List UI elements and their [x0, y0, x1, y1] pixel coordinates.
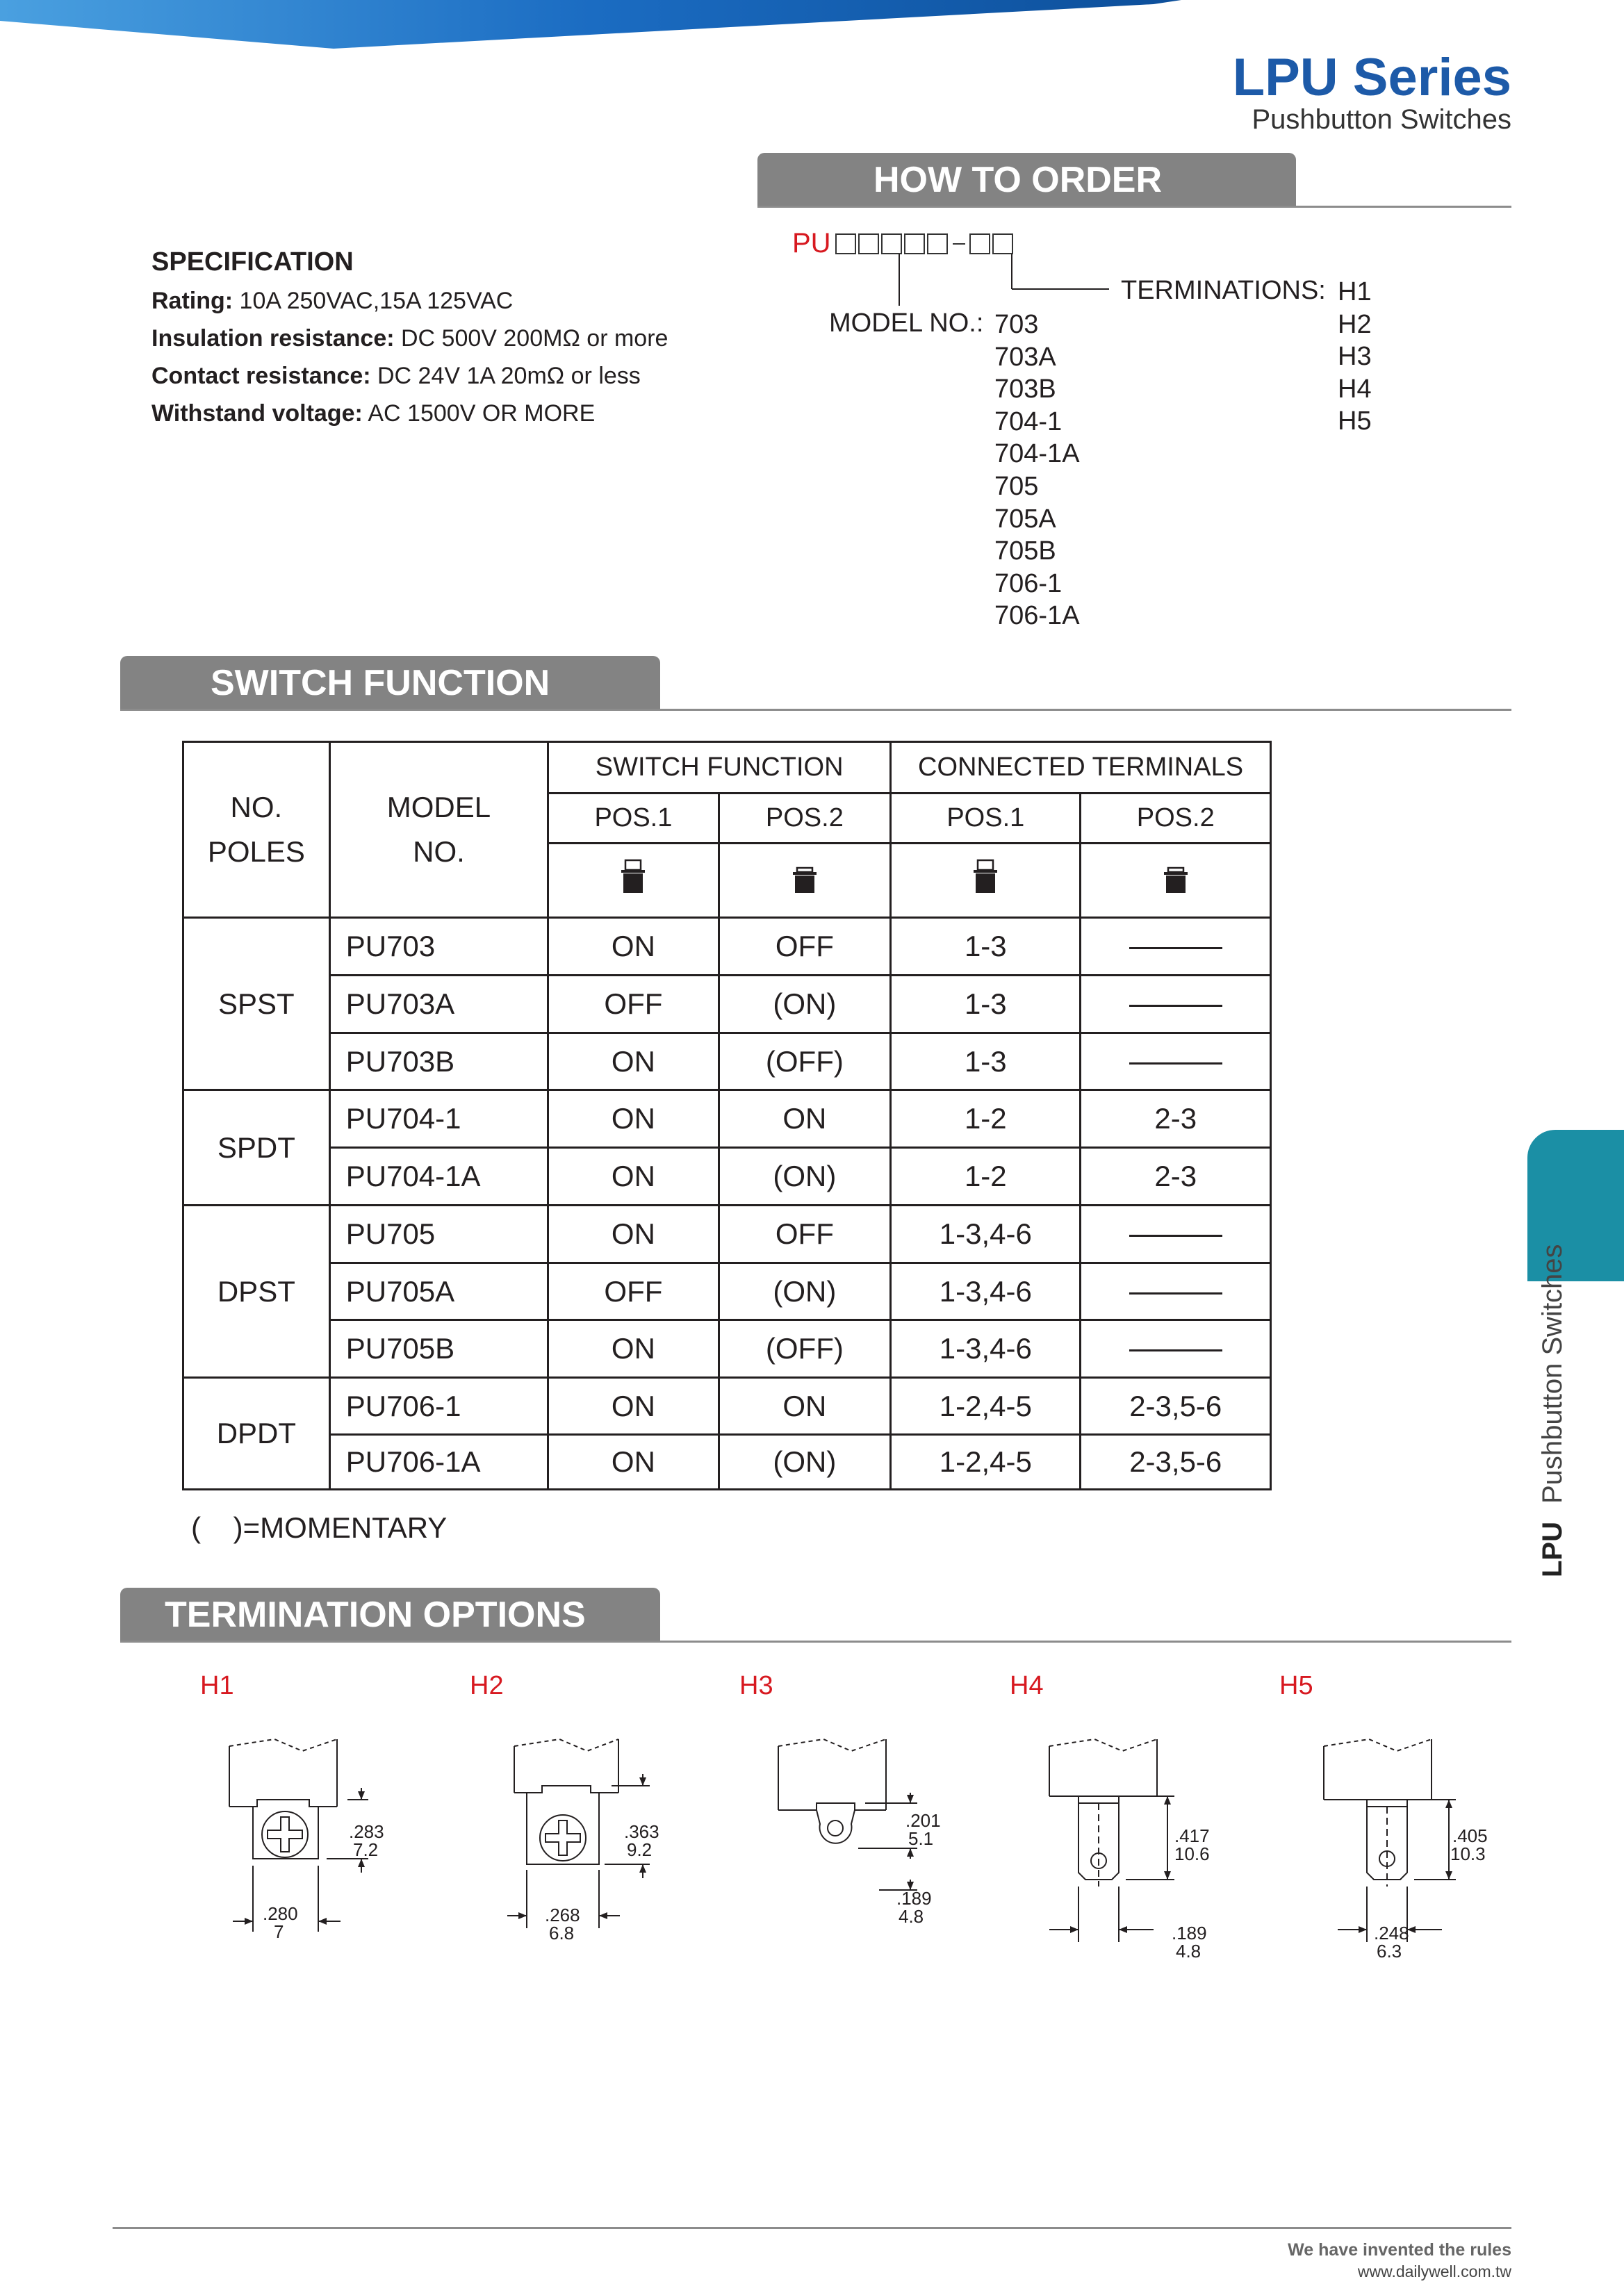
dim-label: 4.8	[899, 1906, 924, 1927]
table-row	[183, 1263, 1271, 1320]
no-connection-line	[1129, 947, 1222, 949]
dim-label: 5.1	[908, 1828, 934, 1849]
switch-function-tab: SWITCH FUNCTION	[120, 656, 660, 710]
termination-drawing-h1	[215, 1734, 424, 1963]
model-list	[994, 309, 1080, 632]
how-to-order-tab: HOW TO ORDER	[757, 153, 1296, 207]
dim-label: .283	[349, 1821, 384, 1842]
ct-pos1-cell: 1-3,4-6	[891, 1206, 1081, 1263]
button-pressed-icon	[791, 858, 819, 896]
ct-pos1-cell: 1-2	[891, 1090, 1081, 1148]
sf-pos1-cell: ON	[548, 1378, 719, 1435]
sf-pos1-cell: ON	[548, 1320, 719, 1378]
button-released-icon	[971, 858, 999, 896]
code-box	[904, 233, 925, 254]
termination-label-h2: H2	[470, 1671, 504, 1700]
series-title: LPU Series	[1232, 48, 1511, 107]
model-option: 704-1	[994, 406, 1063, 436]
sf-pos2-cell: (ON)	[719, 1263, 890, 1320]
code-box	[992, 233, 1013, 254]
poles-cell: SPDT	[183, 1090, 330, 1206]
model-option: 703	[994, 310, 1039, 339]
model-option: 706-1	[994, 568, 1063, 598]
termination-option: H5	[1338, 406, 1372, 436]
order-code-prefix: PU	[792, 228, 831, 258]
switch-function-table	[182, 741, 1272, 1490]
ct-pos2-cell	[1081, 976, 1271, 1033]
ct-pos2-cell: 2-3,5-6	[1081, 1378, 1271, 1435]
dim-label: 10.3	[1450, 1843, 1486, 1864]
ct-pos1-cell: 1-2,4-5	[891, 1378, 1081, 1435]
termination-option: H3	[1338, 342, 1372, 372]
sf-pos1-cell: OFF	[548, 976, 719, 1033]
no-connection-line	[1129, 1005, 1222, 1007]
table-row	[183, 976, 1271, 1033]
ct-pos2-cell	[1081, 918, 1271, 976]
dim-label: .201	[905, 1810, 941, 1831]
poles-cell: DPST	[183, 1206, 330, 1378]
termination-label-h4: H4	[1010, 1671, 1044, 1700]
model-cell: PU703B	[329, 1033, 548, 1090]
dim-label: .268	[545, 1905, 580, 1925]
code-dash	[953, 243, 965, 245]
termination-list	[1338, 276, 1372, 438]
series-subtitle: Pushbutton Switches	[1252, 104, 1511, 135]
terminations-label: TERMINATIONS:	[1121, 276, 1326, 305]
sf-pos1-cell: ON	[548, 1148, 719, 1206]
header-sf-pos1: POS.1	[548, 794, 719, 844]
sf-pos2-cell: (ON)	[719, 1435, 890, 1490]
termination-label-h5: H5	[1279, 1671, 1313, 1700]
sf-pos1-cell: ON	[548, 1435, 719, 1490]
sf-pos1-cell: ON	[548, 918, 719, 976]
side-section-label: LPUPushbutton Switches	[1537, 1244, 1568, 1577]
header-switch-function: SWITCH FUNCTION	[548, 742, 891, 794]
pos2-button-cell	[1081, 844, 1271, 918]
table-row	[183, 1148, 1271, 1206]
no-connection-line	[1129, 1349, 1222, 1351]
button-pressed-icon	[1162, 858, 1190, 896]
no-connection-line	[1129, 1235, 1222, 1237]
dim-label: .363	[624, 1821, 659, 1842]
ct-pos1-cell: 1-3	[891, 976, 1081, 1033]
dim-label: .405	[1452, 1825, 1488, 1846]
dim-label: .417	[1174, 1825, 1210, 1846]
no-connection-line	[1129, 1062, 1222, 1065]
sf-pos2-cell: (OFF)	[719, 1320, 890, 1378]
ct-pos1-cell: 1-3,4-6	[891, 1320, 1081, 1378]
model-option: 705B	[994, 536, 1056, 566]
order-code-leader-lines	[889, 254, 1119, 317]
spec-contact: Contact resistance: DC 24V 1A 20mΩ or less	[151, 363, 641, 389]
how-to-order-rule	[757, 206, 1511, 208]
table-header-row	[183, 742, 1271, 794]
ct-pos2-cell	[1081, 1206, 1271, 1263]
code-box	[881, 233, 902, 254]
sf-pos1-cell: ON	[548, 1090, 719, 1148]
termination-options-tab: TERMINATION OPTIONS	[120, 1588, 660, 1642]
code-box	[858, 233, 879, 254]
sf-pos2-cell: (OFF)	[719, 1033, 890, 1090]
model-option: 706-1A	[994, 601, 1080, 631]
footer-url: www.dailywell.com.tw	[1357, 2262, 1511, 2280]
dim-label: 6.8	[549, 1923, 575, 1943]
model-option: 703A	[994, 342, 1056, 372]
model-cell: PU703	[329, 918, 548, 976]
button-released-icon	[619, 858, 647, 896]
sf-pos2-cell: ON	[719, 1090, 890, 1148]
ct-pos1-cell: 1-3	[891, 1033, 1081, 1090]
ct-pos1-cell: 1-2	[891, 1148, 1081, 1206]
code-box	[969, 233, 990, 254]
model-option: 705	[994, 471, 1039, 501]
sf-pos2-cell: (ON)	[719, 976, 890, 1033]
ct-pos2-cell	[1081, 1033, 1271, 1090]
dim-label: 6.3	[1377, 1941, 1402, 1962]
model-option: 704-1A	[994, 439, 1080, 469]
ct-pos1-cell: 1-3,4-6	[891, 1263, 1081, 1320]
sf-pos2-cell: ON	[719, 1378, 890, 1435]
sf-pos1-cell: ON	[548, 1206, 719, 1263]
model-cell: PU705B	[329, 1320, 548, 1378]
ct-pos2-cell: 2-3	[1081, 1090, 1271, 1148]
table-row	[183, 1090, 1271, 1148]
pos1-button-cell	[548, 844, 719, 918]
header-ct-pos1: POS.1	[891, 794, 1081, 844]
no-connection-line	[1129, 1292, 1222, 1295]
model-cell: PU703A	[329, 976, 548, 1033]
model-cell: PU706-1A	[329, 1435, 548, 1490]
table-row	[183, 1435, 1271, 1490]
model-cell: PU704-1A	[329, 1148, 548, 1206]
termination-label-h3: H3	[739, 1671, 773, 1700]
dim-label: 10.6	[1174, 1843, 1210, 1864]
table-row	[183, 1206, 1271, 1263]
spec-rating: Rating: 10A 250VAC,15A 125VAC	[151, 288, 514, 314]
header-model-no: MODEL NO.	[329, 742, 548, 918]
ct-pos1-cell: 1-3	[891, 918, 1081, 976]
sf-pos2-cell: OFF	[719, 1206, 890, 1263]
top-decorative-band	[0, 0, 1181, 49]
poles-cell: SPST	[183, 918, 330, 1090]
model-option: 705A	[994, 504, 1056, 534]
code-box	[927, 233, 948, 254]
code-box	[835, 233, 856, 254]
header-ct-pos2: POS.2	[1081, 794, 1271, 844]
dim-label: .248	[1374, 1923, 1409, 1943]
model-no-label: MODEL NO.:	[829, 309, 984, 338]
poles-cell: DPDT	[183, 1378, 330, 1490]
termination-label-h1: H1	[200, 1671, 234, 1700]
sf-pos2-cell: (ON)	[719, 1148, 890, 1206]
model-cell: PU705	[329, 1206, 548, 1263]
table-row	[183, 918, 1271, 976]
termination-drawing-h2	[486, 1734, 695, 1963]
model-cell: PU705A	[329, 1263, 548, 1320]
termination-options-rule	[120, 1641, 1511, 1643]
dim-label: 9.2	[627, 1839, 653, 1860]
dim-label: 4.8	[1176, 1941, 1201, 1962]
dim-label: .189	[1172, 1923, 1207, 1943]
model-cell: PU704-1	[329, 1090, 548, 1148]
pos1-button-cell	[891, 844, 1081, 918]
sf-pos1-cell: ON	[548, 1033, 719, 1090]
table-row	[183, 1320, 1271, 1378]
table-row	[183, 1378, 1271, 1435]
termination-option: H2	[1338, 309, 1372, 339]
footer-rule	[113, 2227, 1511, 2229]
table-row	[183, 1033, 1271, 1090]
dim-label: 7.2	[353, 1839, 379, 1860]
header-connected-terminals: CONNECTED TERMINALS	[891, 742, 1271, 794]
footer-tagline: We have invented the rules	[1288, 2240, 1511, 2260]
termination-option: H4	[1338, 374, 1372, 404]
ct-pos2-cell	[1081, 1320, 1271, 1378]
ct-pos2-cell: 2-3,5-6	[1081, 1435, 1271, 1490]
spec-insulation: Insulation resistance: DC 500V 200MΩ or more	[151, 325, 669, 352]
sf-pos2-cell: OFF	[719, 918, 890, 976]
specification-title: SPECIFICATION	[151, 247, 354, 277]
termination-option: H1	[1338, 277, 1372, 306]
termination-drawing-h4	[1035, 1734, 1244, 1963]
dim-label: 7	[274, 1921, 284, 1942]
spec-withstand: Withstand voltage: AC 1500V OR MORE	[151, 400, 596, 427]
momentary-note: ( )=MOMENTARY	[191, 1511, 448, 1544]
termination-drawing-h5	[1310, 1734, 1518, 1963]
ct-pos1-cell: 1-2,4-5	[891, 1435, 1081, 1490]
switch-function-rule	[120, 709, 1511, 711]
sf-pos1-cell: OFF	[548, 1263, 719, 1320]
model-option: 703B	[994, 375, 1056, 404]
model-cell: PU706-1	[329, 1378, 548, 1435]
header-no-poles: NO. POLES	[183, 742, 330, 918]
ct-pos2-cell	[1081, 1263, 1271, 1320]
dim-label: .280	[263, 1903, 298, 1924]
dim-label: .189	[896, 1888, 932, 1909]
pos2-button-cell	[719, 844, 890, 918]
ct-pos2-cell: 2-3	[1081, 1148, 1271, 1206]
termination-drawing-h3	[761, 1734, 969, 1963]
header-sf-pos2: POS.2	[719, 794, 890, 844]
